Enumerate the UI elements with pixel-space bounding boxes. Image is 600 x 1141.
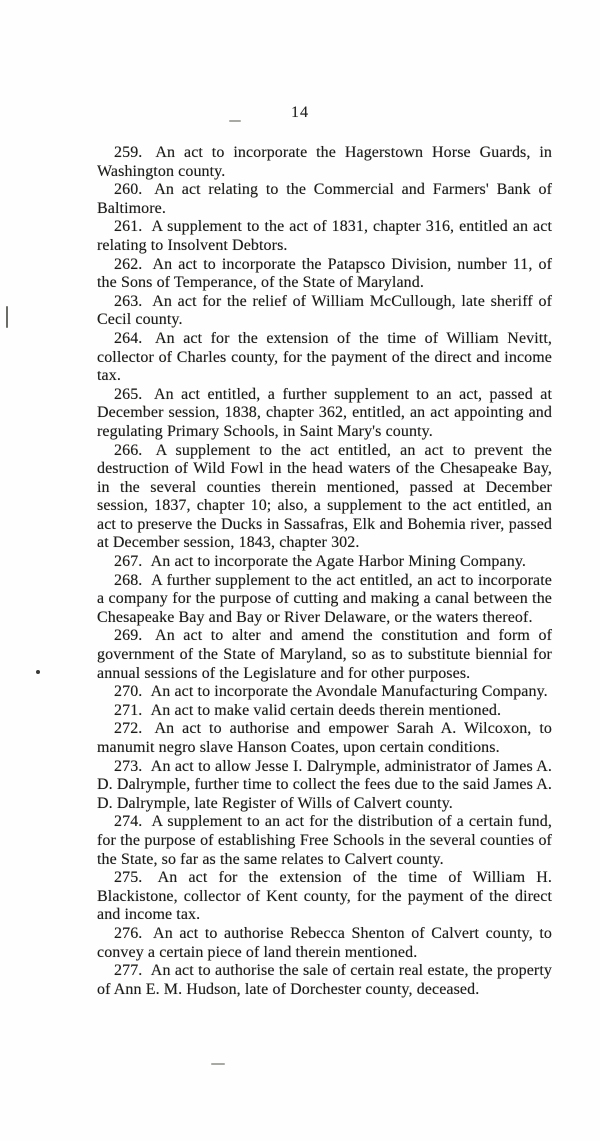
act-number: 259.: [114, 144, 143, 161]
act-entry: [97, 758, 552, 814]
act-number: 271.: [114, 701, 143, 719]
act-number: 275.: [114, 869, 143, 887]
act-number: 268.: [114, 571, 143, 589]
act-text: An act for the relief of William McCullough, late sheriff of Cecil county.: [97, 292, 552, 329]
act-text: An act to authorise Rebecca Shenton of Calvert county, to convey a certain piece of land therein mentioned.: [97, 924, 552, 961]
act-entry: [97, 683, 552, 702]
act-number: 274.: [114, 813, 143, 831]
act-text: An act to incorporate the Hagerstown Horse Guards, in Washington county.: [97, 144, 552, 180]
act-text: An act to make valid certain deeds therein mentioned.: [147, 701, 502, 719]
act-text: An act entitled, a further supplement to an act, passed at December session, 1838, chapter 362, entitled, an act appointing and regulating Primary Schools, in Saint Mary's county.: [97, 385, 552, 440]
act-entry: [97, 256, 552, 293]
act-entry: [97, 572, 552, 628]
act-number: 266.: [114, 441, 143, 459]
act-text: An act relating to the Commercial and Farmers' Bank of Baltimore.: [97, 181, 552, 217]
act-text: An act to incorporate the Avondale Manufacturing Company.: [147, 683, 548, 701]
act-number: 263.: [114, 292, 143, 310]
act-text: A supplement to the act entitled, an act to prevent the destruction of Wild Fowl in the head waters of the Chesapeake Bay, in the several counties therein mentioned, passed at December session, 1837, chapter 10; also, a supplement to the act entitled, an act to preserve the Ducks in Sassafras, Elk and Bohemia river, passed at December session, 1843, chapter 302.: [97, 441, 552, 552]
act-number: 261.: [114, 218, 143, 236]
page-number: 14: [291, 104, 309, 121]
act-text: A further supplement to the act entitled, an act to incorporate a company for the purpose of cutting and making a canal between the Chesapeake Bay and Bay or River Delaware, or the waters thereof.: [97, 571, 552, 626]
act-entry: [97, 218, 552, 255]
scan-artifact-margin-tick: [6, 306, 8, 328]
act-entry: [97, 293, 552, 330]
act-entry: [97, 925, 552, 962]
act-text: An act to alter and amend the constitution and form of government of the State of Maryland, so as to substitute biennial for annual sessions of the Legislature and for other purposes.: [97, 627, 552, 682]
act-number: 277.: [114, 962, 143, 980]
act-number: 265.: [114, 385, 143, 403]
act-text: An act to authorise the sale of certain real estate, the property of Ann E. M. Hudson, late of Dorchester county, deceased.: [97, 962, 552, 998]
act-text: A supplement to the act of 1831, chapter 316, entitled an act relating to Insolvent Debtors.: [97, 218, 552, 254]
act-entry: [97, 386, 552, 442]
act-text: An act to incorporate the Patapsco Division, number 11, of the Sons of Temperance, of the State of Maryland.: [97, 255, 552, 292]
act-entry: [97, 144, 552, 181]
scan-artifact-margin-dot: [36, 670, 40, 674]
act-text: An act for the extension of the time of William Nevitt, collector of Charles county, for the payment of the direct and income tax.: [97, 329, 552, 385]
scan-artifact-dash-bottom: [211, 1063, 225, 1065]
act-entry: [97, 553, 552, 572]
act-entry: [97, 627, 552, 683]
act-number: 262.: [114, 255, 143, 273]
act-number: 273.: [114, 757, 143, 775]
act-number: 264.: [114, 329, 143, 347]
act-number: 276.: [114, 924, 143, 942]
act-entry: [97, 962, 552, 999]
act-list: [97, 144, 552, 999]
act-number: 272.: [114, 720, 143, 738]
act-text: An act to allow Jesse I. Dalrymple, administrator of James A. D. Dalrymple, further time to collect the fees due to the said James A. D. Dalrymple, late Register of Wills of Calvert county.: [97, 757, 552, 812]
act-number: 260.: [114, 181, 143, 199]
act-entry: [97, 330, 552, 386]
act-number: 270.: [114, 683, 143, 701]
act-text: An act to incorporate the Agate Harbor Mining Company.: [147, 553, 526, 571]
act-text: A supplement to an act for the distribution of a certain fund, for the purpose of establishing Free Schools in the several counties of the State, so far as the same relates to Calvert county.: [97, 813, 552, 868]
act-entry: [97, 442, 552, 554]
act-text: An act to authorise and empower Sarah A. Wilcoxon, to manumit negro slave Hanson Coates, upon certain conditions.: [97, 720, 552, 756]
act-entry: [97, 181, 552, 218]
act-text: An act for the extension of the time of William H. Blackistone, collector of Kent county, for the payment of the direct and income tax.: [97, 869, 552, 924]
act-entry: [97, 702, 552, 721]
act-number: 267.: [114, 553, 143, 571]
act-entry: [97, 869, 552, 925]
act-entry: [97, 813, 552, 869]
act-number: 269.: [114, 627, 143, 645]
act-entry: [97, 720, 552, 757]
